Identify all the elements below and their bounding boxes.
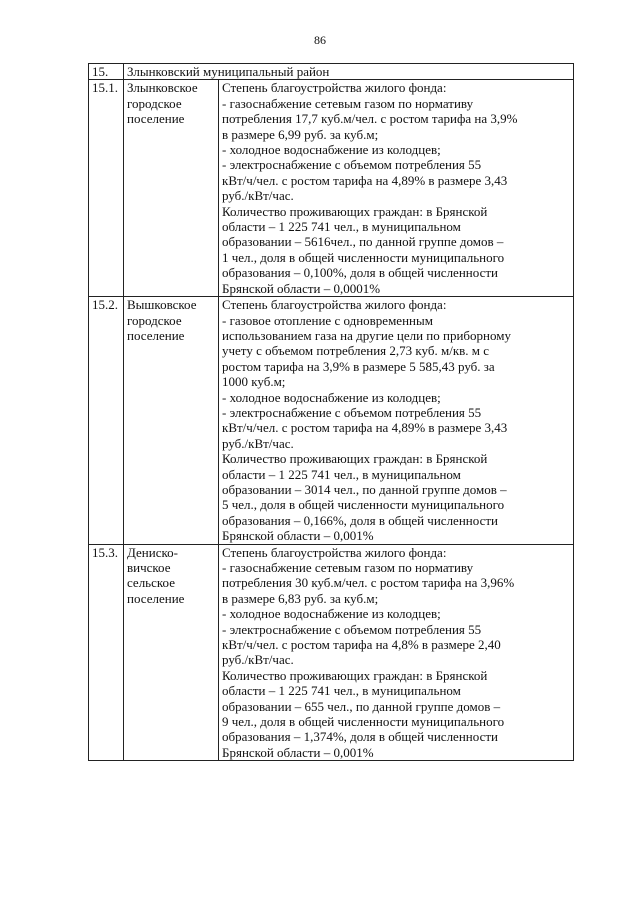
description-line: 9 чел., доля в общей численности муниципального xyxy=(222,714,505,730)
description-line: - электроснабжение с объемом потребления 55 xyxy=(222,404,482,420)
description-line: - холодное водоснабжение из колодцев; xyxy=(222,389,441,405)
description-line: учету с объемом потребления 2,73 куб. м/кв. м с xyxy=(222,343,490,359)
settlement-name-line: поселение xyxy=(127,590,185,606)
description-line: образовании – 3014 чел., по данной группе домов – xyxy=(222,481,507,497)
description-line: области – 1 225 741 чел., в муниципальном xyxy=(222,219,461,235)
row-number: 15.1. xyxy=(89,80,124,297)
settlement-name-line: Злынковское xyxy=(127,80,198,96)
settlement-name-line: городское xyxy=(127,312,182,328)
description-line: - газовое отопление с одновременным xyxy=(222,312,433,328)
settlement-name-line: Дениско- xyxy=(127,544,178,560)
description-line: использованием газа на другие цели по приборному xyxy=(222,327,511,343)
settlement-name-line: сельское xyxy=(127,575,175,591)
description-line: кВт/ч/чел. с ростом тарифа на 4,89% в размере 3,43 xyxy=(222,172,508,188)
description-line: потребления 30 куб.м/чел. с ростом тарифа на 3,96% xyxy=(222,575,515,591)
description-line: Степень благоустройства жилого фонда: xyxy=(222,80,447,96)
description-line: Количество проживающих граждан: в Брянской xyxy=(222,451,488,467)
description-line: в размере 6,99 руб. за куб.м; xyxy=(222,126,379,142)
description-line: Количество проживающих граждан: в Брянской xyxy=(222,667,488,683)
section-number: 15. xyxy=(89,64,124,80)
description-line: ростом тарифа на 3,9% в размере 5 585,43 руб. за xyxy=(222,358,495,374)
description-line: - холодное водоснабжение из колодцев; xyxy=(222,606,441,622)
table-row xyxy=(89,297,574,545)
settlement-name-line: вичское xyxy=(127,560,171,575)
description-line: 1 чел., доля в общей численности муниципального xyxy=(222,249,505,265)
settlement-name xyxy=(124,544,219,761)
description-line: - электроснабжение с объемом потребления 55 xyxy=(222,621,482,637)
settlement-name-line: Вышковское xyxy=(127,297,197,313)
description-line: образования – 0,100%, доля в общей численности xyxy=(222,265,498,281)
description-line: руб./кВт/час. xyxy=(222,435,294,451)
description-line: 5 чел., доля в общей численности муниципального xyxy=(222,497,505,513)
row-number: 15.3. xyxy=(89,544,124,761)
table-rows xyxy=(89,80,574,761)
description-line: - электроснабжение с объемом потребления 55 xyxy=(222,157,482,173)
description-line: в размере 6,83 руб. за куб.м; xyxy=(222,590,379,606)
section-header-row xyxy=(89,64,574,80)
section-title: Злынковский муниципальный район xyxy=(124,64,574,80)
description-line: Количество проживающих граждан: в Брянской xyxy=(222,203,488,219)
description-line: образовании – 655 чел., по данной группе домов – xyxy=(222,698,501,714)
description-line: области – 1 225 741 чел., в муниципальном xyxy=(222,466,461,482)
description-line: руб./кВт/час. xyxy=(222,652,294,668)
description-line: Степень благоустройства жилого фонда: xyxy=(222,544,447,560)
settlement-name xyxy=(124,80,219,297)
description-line: кВт/ч/чел. с ростом тарифа на 4,89% в размере 3,43 xyxy=(222,420,508,436)
page-number: 86 xyxy=(314,33,326,47)
table-row xyxy=(89,80,574,297)
settlement-name-line: поселение xyxy=(127,327,185,343)
description-line: руб./кВт/час. xyxy=(222,188,294,204)
description-line: области – 1 225 741 чел., в муниципальном xyxy=(222,683,461,699)
description-line: образовании – 5616чел., по данной группе домов – xyxy=(222,234,504,250)
row-number: 15.2. xyxy=(89,297,124,545)
settlement-name xyxy=(124,297,219,545)
description-line: Брянской области – 0,001% xyxy=(222,528,374,544)
description-line: 1000 куб.м; xyxy=(222,374,286,390)
housing-description xyxy=(219,544,574,761)
description-line: - холодное водоснабжение из колодцев; xyxy=(222,142,441,158)
settlement-name-line: поселение xyxy=(127,111,185,127)
description-line: образования – 1,374%, доля в общей численности xyxy=(222,729,498,745)
description-line: - газоснабжение сетевым газом по нормативу xyxy=(222,560,474,575)
description-line: образования – 0,166%, доля в общей численности xyxy=(222,512,498,528)
settlement-name-line: городское xyxy=(127,95,182,111)
description-line: кВт/ч/чел. с ростом тарифа на 4,8% в размере 2,40 xyxy=(222,637,501,653)
description-line: Степень благоустройства жилого фонда: xyxy=(222,297,447,313)
description-line: - газоснабжение сетевым газом по нормативу xyxy=(222,95,474,111)
description-line: Брянской области – 0,001% xyxy=(222,744,374,760)
description-line: потребления 17,7 куб.м/чел. с ростом тарифа на 3,9% xyxy=(222,111,518,127)
description-line: Брянской области – 0,0001% xyxy=(222,280,381,296)
table-row xyxy=(89,544,574,761)
housing-description xyxy=(219,297,574,545)
housing-table xyxy=(88,63,574,761)
housing-description xyxy=(219,80,574,297)
